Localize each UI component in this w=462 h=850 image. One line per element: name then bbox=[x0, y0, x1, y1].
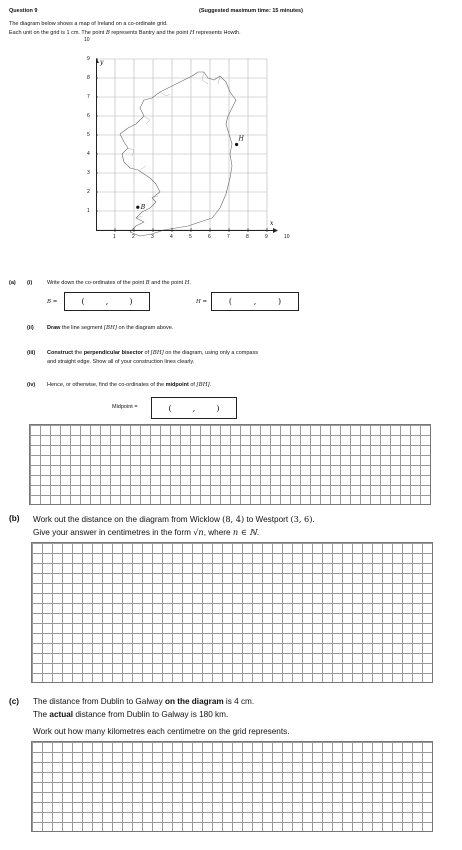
part-c-label: (c) bbox=[9, 697, 20, 706]
h-coordinate-answer-box[interactable] bbox=[211, 292, 299, 311]
part-a-i-text: Write down the co-ordinates of the point B and the point H. bbox=[47, 280, 191, 286]
part-a-ii-number: (ii) bbox=[27, 325, 34, 331]
y-axis-label: y bbox=[100, 59, 104, 66]
b-equals-label: B = bbox=[47, 299, 58, 305]
y-tick-label: 8 bbox=[87, 75, 90, 81]
point-h-label: H bbox=[238, 135, 244, 143]
axis-ticks bbox=[96, 59, 267, 232]
x-tick-label: 5 bbox=[189, 234, 192, 240]
part-a-label: (a) bbox=[9, 280, 16, 286]
part-a-i-number: (i) bbox=[27, 280, 33, 286]
x-tick-label: 1 bbox=[113, 234, 116, 240]
intro-line-2: Each unit on the grid is 1 cm. The point B represents Bantry and the point H represents Howth. bbox=[9, 30, 241, 36]
suggested-time: (Suggested maximum time: 15 minutes) bbox=[199, 8, 303, 14]
x-tick-label: 6 bbox=[208, 234, 211, 240]
y-tick-label: 5 bbox=[87, 132, 90, 138]
open-paren: ( bbox=[81, 297, 85, 306]
part-b-label: (b) bbox=[9, 514, 20, 523]
y-tick-label: 7 bbox=[87, 94, 90, 100]
y-tick-label: 9 bbox=[87, 56, 90, 62]
x-tick-label: 10 bbox=[284, 234, 290, 240]
part-c-text-3: Work out how many kilometres each centimetre on the grid represents. bbox=[33, 727, 290, 736]
h-equals-label: H = bbox=[196, 299, 208, 305]
b-coordinate-answer-box[interactable] bbox=[64, 292, 150, 311]
x-tick-label: 8 bbox=[246, 234, 249, 240]
coordinate-grid bbox=[96, 58, 278, 240]
part-c-text-1: The distance from Dublin to Galway on the diagram is 4 cm. bbox=[33, 697, 255, 706]
grid-lines bbox=[96, 59, 267, 230]
part-a-ii-text: Draw the line segment [BH] on the diagram above. bbox=[47, 325, 174, 331]
x-tick-label: 9 bbox=[265, 234, 268, 240]
intro-line-1: The diagram below shows a map of Ireland on a co-ordinate grid. bbox=[9, 21, 168, 27]
part-c-working-grid[interactable] bbox=[31, 741, 433, 832]
comma: , bbox=[253, 297, 257, 306]
open-paren: ( bbox=[168, 403, 172, 413]
y-tick-label: 6 bbox=[87, 113, 90, 119]
x-tick-label: 2 bbox=[132, 234, 135, 240]
part-a-iii-text: Construct the perpendicular bisector of [BH] on the diagram, using only a compass bbox=[47, 350, 258, 356]
part-c-text-2: The actual distance from Dublin to Galway is 180 km. bbox=[33, 710, 229, 719]
part-a-iii-text-2: and straight edge. Show all of your construction lines clearly. bbox=[47, 359, 195, 365]
close-paren: ) bbox=[216, 403, 220, 413]
point-b-bantry bbox=[136, 206, 139, 209]
x-tick-label: 7 bbox=[227, 234, 230, 240]
y-tick-label: 2 bbox=[87, 189, 90, 195]
midpoint-label: Midpoint = bbox=[112, 404, 138, 410]
ireland-map-detail bbox=[128, 72, 220, 218]
part-a-iv-number: (iv) bbox=[27, 382, 36, 388]
x-axis-arrow bbox=[273, 228, 278, 233]
close-paren: ) bbox=[129, 297, 133, 306]
point-b-label: B bbox=[140, 204, 146, 212]
y-tick-label: 3 bbox=[87, 170, 90, 176]
question-number: Question 9 bbox=[9, 8, 38, 14]
y-tick-label: 1 bbox=[87, 208, 90, 214]
comma: , bbox=[105, 297, 109, 306]
open-paren: ( bbox=[228, 297, 232, 306]
close-paren: ) bbox=[278, 297, 282, 306]
part-a-working-grid[interactable] bbox=[29, 424, 431, 505]
part-a-iii-number: (iii) bbox=[27, 350, 36, 356]
part-b-text-1: Work out the distance on the diagram from Wicklow (8, 4) to Westport (3, 6). bbox=[33, 514, 315, 524]
part-b-text-2: Give your answer in centimetres in the form √n, where n ∈ ℕ. bbox=[33, 527, 260, 537]
y-tick-label: 10 bbox=[84, 37, 90, 43]
x-tick-label: 4 bbox=[170, 234, 173, 240]
midpoint-answer-box[interactable] bbox=[151, 397, 237, 419]
y-tick-label: 4 bbox=[87, 151, 90, 157]
comma: , bbox=[192, 403, 196, 413]
part-b-working-grid[interactable] bbox=[31, 542, 433, 683]
x-axis-label: x bbox=[270, 220, 274, 227]
point-h-howth bbox=[235, 143, 238, 146]
x-tick-label: 3 bbox=[151, 234, 154, 240]
part-a-iv-text: Hence, or otherwise, find the co-ordinates of the midpoint of [BH]. bbox=[47, 382, 212, 388]
